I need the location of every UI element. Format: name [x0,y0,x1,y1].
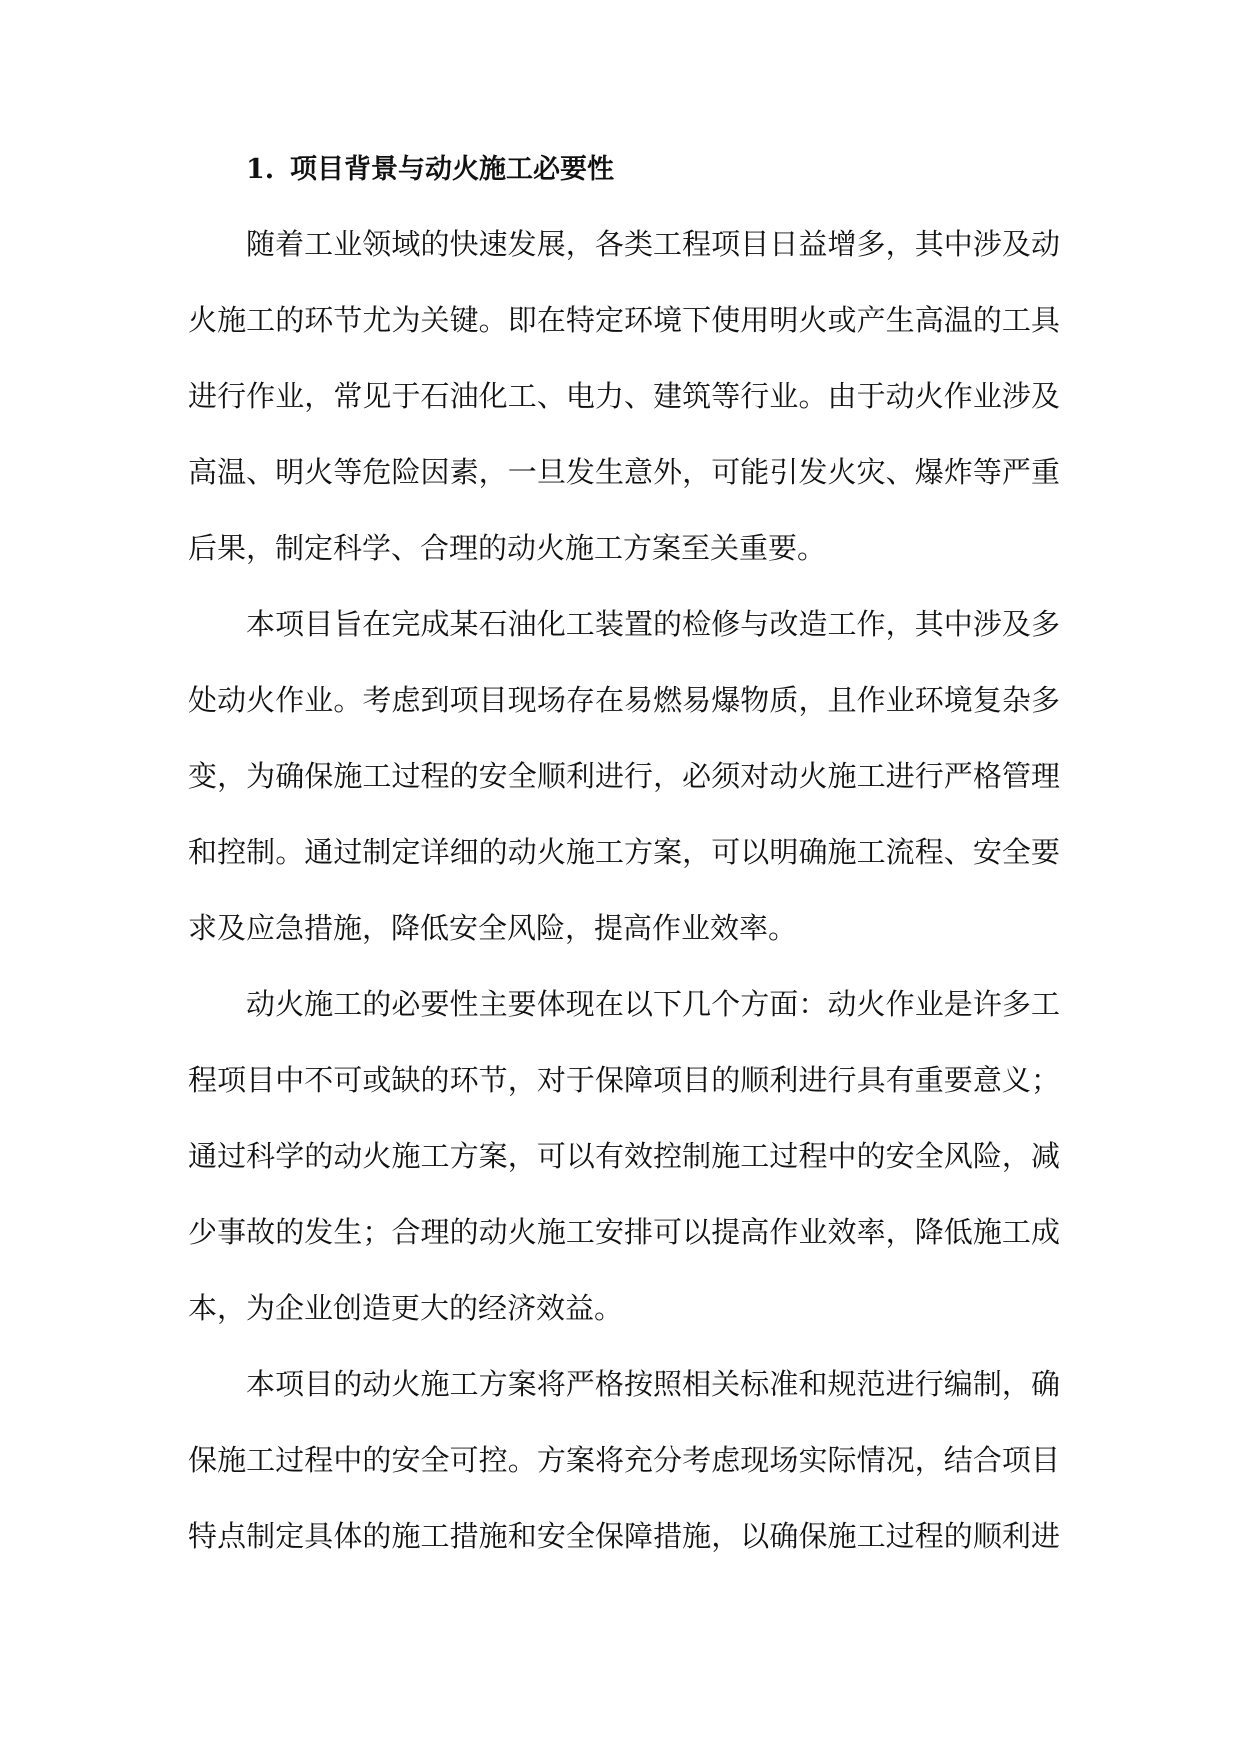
section-heading [246,148,614,192]
section-number: 1. [246,154,275,185]
paragraph-2-line-1: 本项目旨在完成某石油化工装置的检修与改造工作，其中涉及多 [246,607,1060,641]
paragraph-3-line-1: 动火施工的必要性主要体现在以下几个方面：动火作业是许多工 [246,987,1060,1021]
paragraph-3-line-2: 程项目中不可或缺的环节，对于保障项目的顺利进行具有重要意义； [188,1063,1060,1097]
paragraph-1-line-2: 火施工的环节尤为关键。即在特定环境下使用明火或产生高温的工具 [188,303,1060,337]
paragraph-2-line-2: 处动火作业。考虑到项目现场存在易燃易爆物质，且作业环境复杂多 [188,683,1060,717]
section-title: 项目背景与动火施工必要性 [290,154,614,185]
paragraph-1-line-1: 随着工业领域的快速发展，各类工程项目日益增多，其中涉及动 [246,227,1060,261]
paragraph-4-line-1: 本项目的动火施工方案将严格按照相关标准和规范进行编制，确 [246,1367,1060,1401]
paragraph-3-line-3: 通过科学的动火施工方案，可以有效控制施工过程中的安全风险，减 [188,1139,1060,1173]
paragraph-1-line-5: 后果，制定科学、合理的动火施工方案至关重要。 [188,531,827,565]
paragraph-2-line-3: 变，为确保施工过程的安全顺利进行，必须对动火施工进行严格管理 [188,759,1060,793]
paragraph-3-line-5: 本，为企业创造更大的经济效益。 [188,1291,624,1325]
paragraph-1-line-3: 进行作业，常见于石油化工、电力、建筑等行业。由于动火作业涉及 [188,379,1060,413]
paragraph-4-line-3: 特点制定具体的施工措施和安全保障措施，以确保施工过程的顺利进 [188,1519,1060,1553]
paragraph-3-line-4: 少事故的发生；合理的动火施工安排可以提高作业效率，降低施工成 [188,1215,1060,1249]
paragraph-1-line-4: 高温、明火等危险因素，一旦发生意外，可能引发火灾、爆炸等严重 [188,455,1060,489]
document-body [188,222,1060,1590]
paragraph-4-line-2: 保施工过程中的安全可控。方案将充分考虑现场实际情况，结合项目 [188,1443,1060,1477]
paragraph-2-line-5: 求及应急措施，降低安全风险，提高作业效率。 [188,911,798,945]
paragraph-2-line-4: 和控制。通过制定详细的动火施工方案，可以明确施工流程、安全要 [188,835,1060,869]
